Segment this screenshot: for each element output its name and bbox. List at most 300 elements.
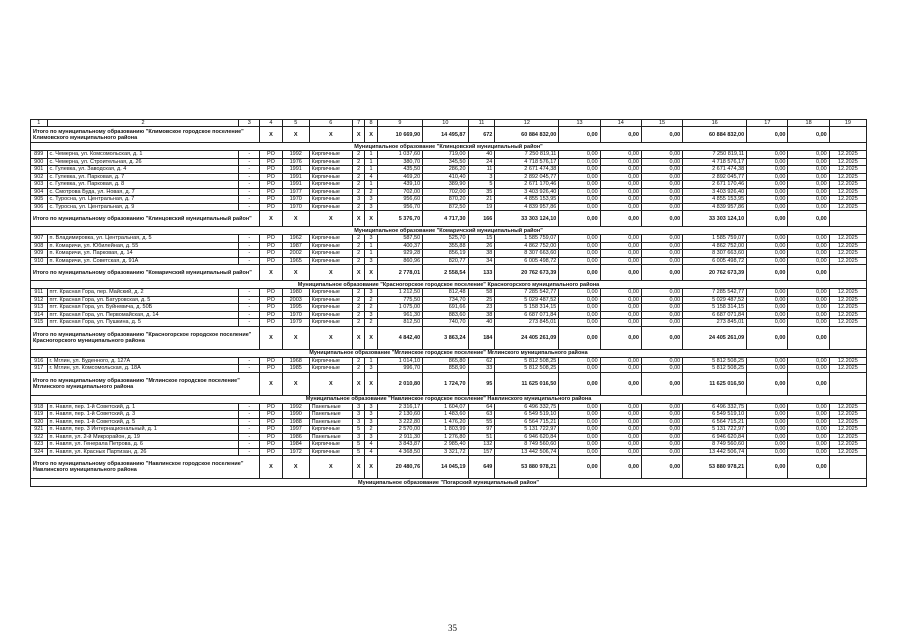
table-cell: 922	[31, 433, 48, 441]
table-cell: Панельные	[309, 433, 352, 441]
table-cell: РО	[260, 242, 283, 250]
subtotal-cell: X	[309, 265, 352, 281]
table-cell: РО	[260, 250, 283, 258]
subtotal-cell: 0,00	[788, 372, 829, 395]
table-cell: 0,00	[600, 319, 641, 327]
table-cell: 0,00	[641, 257, 682, 265]
subtotal-label: Итого по муниципальному образованию "Мглинское городское поселение" Мглинского муниципального района	[31, 372, 260, 395]
table-cell: 0,00	[600, 296, 641, 304]
table-cell: 13 442 506,74	[495, 448, 559, 456]
table-cell: РО	[260, 418, 283, 426]
table-cell: РО	[260, 311, 283, 319]
subtotal-cell: 11 625 016,50	[683, 372, 747, 395]
subtotal-cell: X	[352, 326, 364, 349]
table-cell: 1 276,80	[423, 433, 468, 441]
table-cell: -	[239, 257, 260, 265]
table-cell: 916	[31, 357, 48, 365]
table-cell: РО	[260, 196, 283, 204]
table-cell: 587,50	[377, 235, 422, 243]
table-cell: 0,00	[641, 426, 682, 434]
subtotal-cell: 53 880 978,21	[495, 456, 559, 479]
table-cell: 3	[365, 365, 377, 373]
subtotal-cell: X	[282, 127, 309, 143]
table-cell: 812,48	[423, 289, 468, 297]
table-cell: РО	[260, 173, 283, 181]
table-cell: 0,00	[641, 158, 682, 166]
section-title: Муниципальное образование "Комаричский муниципальный район"	[31, 227, 867, 235]
table-cell: 0,00	[788, 158, 829, 166]
subtotal-cell: X	[352, 211, 364, 227]
section-title: Муниципальное образование "Мглинское городское поселение" Мглинского муниципального района	[31, 349, 867, 357]
table-cell: Панельные	[309, 418, 352, 426]
section-header-row	[31, 349, 867, 357]
table-cell: 0,00	[559, 250, 600, 258]
table-cell: 0,00	[747, 304, 788, 312]
table-cell: 1995	[282, 304, 309, 312]
table-cell: 12.2025	[829, 311, 866, 319]
subtotal-cell	[829, 127, 866, 143]
subtotal-cell: 0,00	[600, 326, 641, 349]
table-cell: пгт. Красная Гора, ул. Батуровская, д. 5	[47, 296, 239, 304]
table-cell: 0,00	[600, 257, 641, 265]
table-cell: РО	[260, 426, 283, 434]
table-cell: 51	[468, 433, 495, 441]
table-cell: 0,00	[600, 289, 641, 297]
table-cell: 0,00	[788, 166, 829, 174]
table-cell: РО	[260, 357, 283, 365]
subtotal-cell: 0,00	[559, 265, 600, 281]
table-cell: 2	[352, 289, 364, 297]
table-cell: 5 131 722,97	[683, 426, 747, 434]
table-cell: Кирпичные	[309, 196, 352, 204]
table-cell: 920	[31, 418, 48, 426]
table-cell: 12.2025	[829, 411, 866, 419]
table-cell: 872,50	[423, 203, 468, 211]
table-cell: 1	[365, 357, 377, 365]
table-cell: 1 037,60	[377, 151, 422, 159]
table-cell: 6 496 332,75	[683, 403, 747, 411]
table-cell: 3	[365, 311, 377, 319]
table-cell: 1	[365, 250, 377, 258]
table-cell: с. Чемерна, ул. Комсомольская, д. 1	[47, 151, 239, 159]
table-cell: 1979	[282, 319, 309, 327]
table-cell: 0,00	[747, 158, 788, 166]
table-cell: 0,00	[559, 448, 600, 456]
subtotal-cell	[829, 265, 866, 281]
table-cell: 2	[365, 319, 377, 327]
subtotal-cell: 0,00	[788, 456, 829, 479]
table-cell: 1 476,20	[423, 418, 468, 426]
table-cell: 0,00	[788, 173, 829, 181]
table-cell: 0,00	[559, 158, 600, 166]
table-cell: 0,00	[600, 235, 641, 243]
table-cell: 12.2025	[829, 418, 866, 426]
table-cell: п. Комаричи, ул. Советская, д. 91А	[47, 257, 239, 265]
section-header-row	[31, 479, 867, 487]
table-cell: 0,00	[788, 181, 829, 189]
table-cell: РО	[260, 158, 283, 166]
table-cell: 956,70	[377, 203, 422, 211]
table-cell: 0,00	[747, 296, 788, 304]
table-row	[31, 151, 867, 159]
subtotal-cell: X	[260, 372, 283, 395]
table-cell: 15	[468, 235, 495, 243]
table-cell: 2	[352, 181, 364, 189]
table-cell: 0,00	[747, 173, 788, 181]
table-cell: 1972	[282, 448, 309, 456]
table-cell: 0,00	[641, 173, 682, 181]
table-cell: 1 212,50	[377, 289, 422, 297]
table-cell: с. Чемерна, ул. Строительная, д. 26	[47, 158, 239, 166]
table-cell: 0,00	[747, 196, 788, 204]
table-cell: 0,00	[559, 441, 600, 449]
subtotal-cell: X	[309, 326, 352, 349]
table-cell: 0,00	[641, 250, 682, 258]
subtotal-label: Итого по муниципальному образованию "Клинцовский муниципальный район"	[31, 211, 260, 227]
table-cell: 6 564 715,21	[495, 418, 559, 426]
table-cell: 3	[352, 411, 364, 419]
subtotal-cell: X	[365, 326, 377, 349]
table-cell: РО	[260, 304, 283, 312]
table-cell: 1 585 759,07	[495, 235, 559, 243]
table-cell: 12.2025	[829, 188, 866, 196]
subtotal-cell: X	[365, 127, 377, 143]
table-cell: 820,77	[423, 257, 468, 265]
table-cell: 961,30	[377, 311, 422, 319]
table-cell: 2003	[282, 296, 309, 304]
table-cell: 0,00	[788, 257, 829, 265]
table-cell: 909	[31, 250, 48, 258]
table-cell: 6 549 519,10	[683, 411, 747, 419]
table-cell: 410,40	[423, 173, 468, 181]
column-number-row	[31, 120, 867, 127]
table-cell: 157	[468, 448, 495, 456]
table-cell: 97	[468, 426, 495, 434]
table-cell: 0,00	[600, 357, 641, 365]
table-cell: -	[239, 296, 260, 304]
table-cell: 8 307 663,60	[683, 250, 747, 258]
table-cell: -	[239, 403, 260, 411]
subtotal-label: Итого по муниципальному образованию "Комаричский муниципальный район"	[31, 265, 260, 281]
table-cell: 0,00	[641, 403, 682, 411]
table-cell: 905	[31, 196, 48, 204]
table-cell: 1988	[282, 418, 309, 426]
table-cell: 4 839 957,86	[683, 203, 747, 211]
table-cell: Кирпичные	[309, 426, 352, 434]
subtotal-cell: 0,00	[600, 372, 641, 395]
column-number: 2	[47, 120, 239, 127]
subtotal-cell: 5 376,70	[377, 211, 422, 227]
table-cell: 2	[365, 296, 377, 304]
table-cell: 1 014,10	[377, 357, 422, 365]
table-cell: 0,00	[788, 242, 829, 250]
table-cell: 923	[31, 441, 48, 449]
table-cell: 5 812 508,25	[495, 357, 559, 365]
table-cell: 4 862 752,00	[683, 242, 747, 250]
subtotal-cell: 0,00	[788, 326, 829, 349]
table-cell: 4 718 576,17	[683, 158, 747, 166]
subtotal-cell: X	[365, 372, 377, 395]
table-cell: 0,00	[788, 203, 829, 211]
subtotal-cell: 672	[468, 127, 495, 143]
table-cell: 910	[31, 257, 48, 265]
subtotal-cell: 20 762 673,39	[683, 265, 747, 281]
table-cell: 865,80	[423, 357, 468, 365]
table-cell: 0,00	[600, 158, 641, 166]
table-cell: Кирпичные	[309, 151, 352, 159]
table-row	[31, 433, 867, 441]
table-cell: 5 029 487,52	[495, 296, 559, 304]
subtotal-row	[31, 456, 867, 479]
table-cell: 0,00	[600, 250, 641, 258]
subtotal-cell: 0,00	[641, 127, 682, 143]
table-row	[31, 365, 867, 373]
table-cell: Кирпичные	[309, 158, 352, 166]
table-cell: 1980	[282, 289, 309, 297]
table-cell: 2	[352, 235, 364, 243]
subtotal-cell: 133	[468, 265, 495, 281]
table-cell: 6 005 498,72	[495, 257, 559, 265]
table-cell: 0,00	[559, 319, 600, 327]
subtotal-cell: 0,00	[641, 265, 682, 281]
table-cell: 2	[365, 426, 377, 434]
table-cell: 6 687 071,84	[495, 311, 559, 319]
table-cell: 956,60	[377, 196, 422, 204]
table-cell: 13 442 506,74	[683, 448, 747, 456]
table-cell: 1 803,99	[423, 426, 468, 434]
table-cell: 1970	[282, 311, 309, 319]
subtotal-cell: X	[365, 265, 377, 281]
subtotal-cell: 20 762 673,39	[495, 265, 559, 281]
table-cell: 913	[31, 304, 48, 312]
table-cell: 0,00	[559, 235, 600, 243]
subtotal-cell: X	[309, 372, 352, 395]
table-cell: 2 892 045,77	[683, 173, 747, 181]
table-cell: 12.2025	[829, 433, 866, 441]
table-cell: 0,00	[641, 235, 682, 243]
table-cell: п. Комаричи, ул. Юбилейная, д. 55	[47, 242, 239, 250]
table-cell: Панельные	[309, 411, 352, 419]
table-cell: Кирпичные	[309, 188, 352, 196]
table-cell: 12.2025	[829, 296, 866, 304]
column-number: 16	[683, 120, 747, 127]
table-cell: 3	[365, 433, 377, 441]
table-cell: 0,00	[559, 411, 600, 419]
table-cell: 1 585 759,07	[683, 235, 747, 243]
table-cell: 906	[31, 203, 48, 211]
table-cell: Кирпичные	[309, 235, 352, 243]
table-cell: 38	[468, 250, 495, 258]
table-cell: 924	[31, 448, 48, 456]
table-cell: -	[239, 151, 260, 159]
table-cell: 273 845,01	[683, 319, 747, 327]
table-cell: -	[239, 158, 260, 166]
table-cell: 903	[31, 181, 48, 189]
table-cell: 0,00	[559, 242, 600, 250]
table-cell: -	[239, 426, 260, 434]
table-cell: 901	[31, 166, 48, 174]
table-cell: 0,00	[788, 250, 829, 258]
table-cell: -	[239, 235, 260, 243]
table-cell: 0,00	[747, 441, 788, 449]
table-cell: 4 855 153,95	[495, 196, 559, 204]
subtotal-cell: X	[260, 456, 283, 479]
table-cell: 0,00	[559, 151, 600, 159]
subtotal-cell: X	[365, 456, 377, 479]
table-cell: 0,00	[788, 411, 829, 419]
table-cell: 3	[365, 235, 377, 243]
subtotal-cell: 184	[468, 326, 495, 349]
table-cell: 12.2025	[829, 441, 866, 449]
table-cell: 1991	[282, 173, 309, 181]
table-cell: 899	[31, 151, 48, 159]
table-cell: 58	[468, 289, 495, 297]
table-cell: 3	[365, 257, 377, 265]
table-cell: 5 158 314,15	[495, 304, 559, 312]
table-cell: 0,00	[788, 311, 829, 319]
subtotal-cell: 0,00	[600, 211, 641, 227]
table-cell: 400,37	[377, 242, 422, 250]
table-cell: 858,90	[423, 365, 468, 373]
table-cell: 911	[31, 289, 48, 297]
table-cell: 3	[468, 173, 495, 181]
table-cell: 4 368,50	[377, 448, 422, 456]
table-cell: с. Гулевка, ул. Парковая, д. 8	[47, 181, 239, 189]
section-header-row	[31, 281, 867, 289]
table-cell: 0,00	[747, 411, 788, 419]
table-cell: 2	[352, 188, 364, 196]
table-cell: 12.2025	[829, 403, 866, 411]
table-cell: РО	[260, 296, 283, 304]
table-cell: 2	[352, 242, 364, 250]
table-cell: 389,90	[423, 181, 468, 189]
table-cell: 0,00	[600, 433, 641, 441]
subtotal-cell: 24 405 261,09	[683, 326, 747, 349]
table-cell: 0,00	[600, 242, 641, 250]
subtotal-cell: 53 880 978,21	[683, 456, 747, 479]
table-cell: 3 321,72	[423, 448, 468, 456]
table-row	[31, 250, 867, 258]
table-cell: РО	[260, 166, 283, 174]
table-cell: 908	[31, 242, 48, 250]
table-cell: 0,00	[747, 188, 788, 196]
table-cell: 40	[468, 319, 495, 327]
table-cell: 0,00	[600, 181, 641, 189]
subtotal-cell: 33 303 124,10	[495, 211, 559, 227]
table-row	[31, 357, 867, 365]
table-cell: 273 845,01	[495, 319, 559, 327]
table-cell: 33	[468, 365, 495, 373]
table-cell: Кирпичные	[309, 181, 352, 189]
table-cell: 902	[31, 173, 48, 181]
table-row	[31, 411, 867, 419]
table-cell: 0,00	[788, 441, 829, 449]
subtotal-cell: 60 884 832,00	[683, 127, 747, 143]
table-cell: 26	[468, 242, 495, 250]
table-cell: 0,00	[641, 411, 682, 419]
table-cell: 6 496 332,75	[495, 403, 559, 411]
table-cell: 0,00	[641, 311, 682, 319]
subtotal-cell: X	[352, 127, 364, 143]
section-header-row	[31, 227, 867, 235]
table-cell: 907	[31, 235, 48, 243]
table-row	[31, 188, 867, 196]
table-cell: РО	[260, 441, 283, 449]
table-row	[31, 296, 867, 304]
subtotal-cell: 4 717,30	[423, 211, 468, 227]
table-cell: 2	[365, 304, 377, 312]
table-cell: 0,00	[600, 365, 641, 373]
table-cell: 1	[365, 151, 377, 159]
table-cell: 5	[352, 441, 364, 449]
table-cell: 12.2025	[829, 357, 866, 365]
subtotal-cell: 14 495,87	[423, 127, 468, 143]
table-cell: 6 687 071,84	[683, 311, 747, 319]
subtotal-cell: 0,00	[559, 372, 600, 395]
table-cell: 2	[365, 188, 377, 196]
table-cell: 3 843,87	[377, 441, 422, 449]
table-cell: 3	[352, 418, 364, 426]
column-number: 7	[352, 120, 364, 127]
table-cell: 0,00	[641, 357, 682, 365]
table-cell: -	[239, 411, 260, 419]
subtotal-cell: 1 724,70	[423, 372, 468, 395]
subtotal-cell: 95	[468, 372, 495, 395]
table-cell: 64	[468, 403, 495, 411]
table-cell: 0,00	[600, 418, 641, 426]
subtotal-cell: 0,00	[641, 211, 682, 227]
table-cell: 0,00	[788, 433, 829, 441]
table-cell: 918	[31, 403, 48, 411]
table-cell: п. Комаричи, ул. Парковая, д. 14	[47, 250, 239, 258]
table-cell: -	[239, 250, 260, 258]
table-cell: 12.2025	[829, 448, 866, 456]
table-cell: 0,00	[788, 196, 829, 204]
subtotal-cell: X	[260, 265, 283, 281]
table-cell: 355,88	[423, 242, 468, 250]
table-cell: 132	[468, 441, 495, 449]
table-cell: РО	[260, 403, 283, 411]
table-cell: 996,70	[377, 365, 422, 373]
table-cell: 0,00	[788, 151, 829, 159]
table-cell: 915	[31, 319, 48, 327]
table-cell: 900	[31, 158, 48, 166]
table-row	[31, 181, 867, 189]
table-cell: 0,00	[559, 433, 600, 441]
table-row	[31, 319, 867, 327]
table-cell: 0,00	[641, 181, 682, 189]
table-cell: 740,70	[423, 319, 468, 327]
table-cell: 5	[352, 448, 364, 456]
table-cell: пгт. Красная Гора, ул. Буйневича, д. 50Б	[47, 304, 239, 312]
table-cell: 8 749 560,60	[495, 441, 559, 449]
table-cell: 6 005 498,72	[683, 257, 747, 265]
table-cell: 3	[365, 411, 377, 419]
subtotal-cell: X	[282, 211, 309, 227]
subtotal-cell: 0,00	[747, 456, 788, 479]
table-cell: 5	[352, 426, 364, 434]
table-cell: 0,00	[600, 166, 641, 174]
subtotal-cell: X	[282, 372, 309, 395]
subtotal-row	[31, 127, 867, 143]
column-number: 18	[788, 120, 829, 127]
table-cell: 0,00	[641, 151, 682, 159]
table-cell: 1997	[282, 426, 309, 434]
table-cell: 0,00	[559, 418, 600, 426]
table-cell: 0,00	[747, 257, 788, 265]
subtotal-cell: X	[352, 456, 364, 479]
section-title: Муниципальное образование "Клинцовский муниципальный район"	[31, 143, 867, 151]
